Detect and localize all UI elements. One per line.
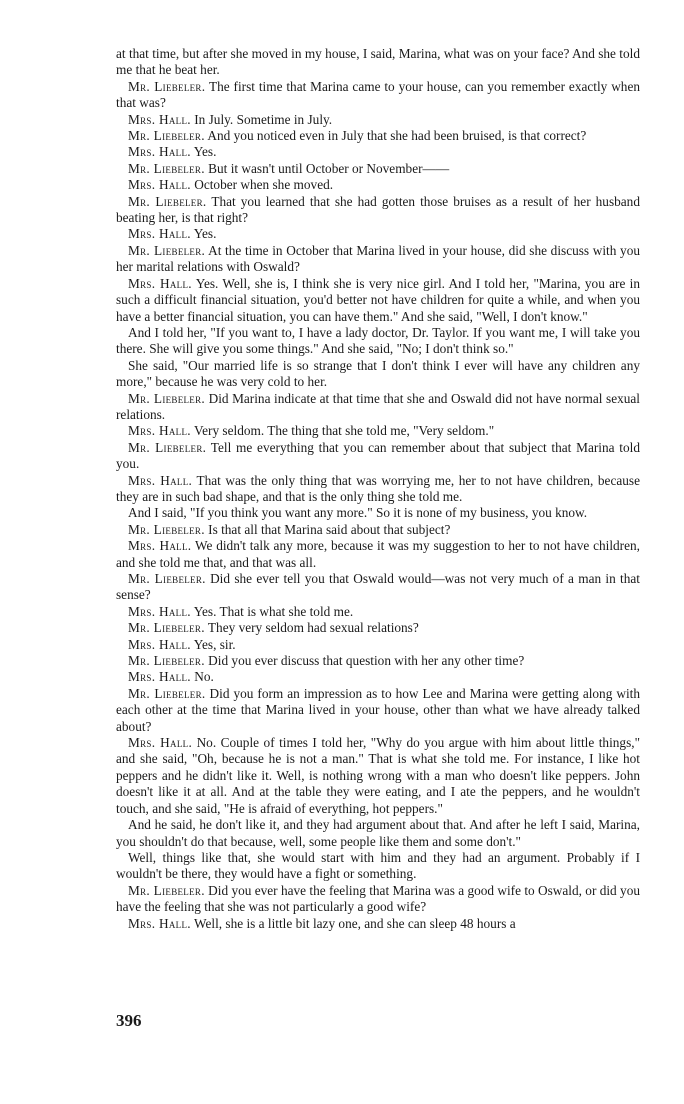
paragraph: Mrs. Hall. Yes. Well, she is, I think she is very nice girl. And I told her, "Marina, you are in such a difficult financial situation, you'd better not have children for quite a while, and when you have a better financial situation, you can have them." And she said, "Well, I don't know."	[116, 275, 641, 324]
speaker-label: Mr. Liebeler.	[128, 685, 206, 701]
speaker-label: Mr. Liebeler.	[128, 571, 206, 586]
paragraph: Mr. Liebeler. Did she ever tell you that Oswald would—was not very much of a man in that sense?	[116, 571, 640, 603]
speaker-label: Mrs. Hall.	[128, 915, 191, 931]
paragraph: And I told her, "If you want to, I have a lady doctor, Dr. Taylor. If you want me, I will take you there. She will give you some things." And she said, "No; I don't think so."	[116, 324, 640, 357]
speaker-label: Mr. Liebeler.	[128, 78, 206, 94]
speaker-label: Mrs. Hall.	[128, 603, 191, 619]
paragraph: at that time, but after she moved in my house, I said, Marina, what was on your face? And she told me that he beat her.	[116, 46, 640, 78]
speaker-label: Mr. Liebeler.	[128, 439, 207, 455]
speaker-label: Mr. Liebeler.	[128, 620, 205, 636]
paragraph: Mrs. Hall. That was the only thing that was worrying me, her to not have children, because they are in such bad shape, and that is the only thing she told me.	[116, 472, 640, 504]
paragraph: Mrs. Hall. October when she moved.	[128, 177, 334, 193]
paragraph: Mrs. Hall. No.	[128, 669, 214, 685]
speaker-label: Mr. Liebeler.	[128, 653, 205, 669]
page-number: 396	[116, 1011, 142, 1030]
speaker-label: Mrs. Hall.	[128, 472, 193, 488]
speaker-label: Mr. Liebeler.	[128, 242, 206, 258]
speaker-label: Mrs. Hall.	[128, 636, 191, 652]
paragraph: Mrs. Hall. Yes. That is what she told me.	[128, 603, 354, 619]
paragraph: Mrs. Hall. Yes.	[128, 144, 217, 160]
paragraph: Mr. Liebeler. They very seldom had sexual relations?	[128, 620, 419, 636]
paragraph: She said, "Our married life is so strange that I don't think I ever will have any children any more," because he was very cold to her.	[116, 357, 640, 390]
paragraph: Mrs. Hall. Yes.	[128, 226, 217, 242]
speaker-label: Mrs. Hall.	[128, 275, 192, 291]
speaker-label: Mr. Liebeler.	[128, 882, 205, 898]
paragraph: Mrs. Hall. Yes, sir.	[128, 636, 236, 652]
speaker-label: Mrs. Hall.	[128, 144, 191, 160]
paragraph: Mr. Liebeler. And you noticed even in July that she had been bruised, is that correct?	[128, 128, 587, 144]
paragraph: And he said, he don't like it, and they had argument about that. And after he left I said, Marina, you shouldn't do that because, well, some people like them and some don't."	[116, 817, 640, 849]
paragraph: Mr. Liebeler. Did you ever discuss that question with her any other time?	[128, 653, 525, 669]
speaker-label: Mr. Liebeler.	[128, 160, 205, 176]
paragraph: Mr. Liebeler. At the time in October that Marina lived in your house, did she discuss with you her marital relations with Oswald?	[116, 242, 640, 275]
speaker-label: Mrs. Hall.	[128, 226, 191, 242]
paragraph: Mr. Liebeler. Is that all that Marina said about that subject?	[128, 521, 451, 537]
speaker-label: Mrs. Hall.	[128, 423, 191, 439]
paragraph: Mrs. Hall. No. Couple of times I told her, "Why do you argue with him about little things," and she said, "Oh, because he is not a man." That is what she told me. For instance, I like hot peppers and he didn't like it. Well, is nothing wrong with a man who doesn't like peppers. John doesn't like it at all. And at the table they were eating, and I ate the peppers, and he wouldn't touch, and she said, "He is afraid of everything, hot peppers."	[116, 735, 640, 816]
paragraph: Mrs. Hall. Well, she is a little bit lazy one, and she can sleep 48 hours a	[128, 915, 516, 931]
speaker-label: Mrs. Hall.	[128, 669, 191, 685]
paragraph: And I said, "If you think you want any more." So it is none of my business, you know.	[128, 505, 588, 521]
paragraph: Mr. Liebeler. Did you form an impression as to how Lee and Marina were getting along with each other at the time that Marina lived in your house, other than what we have already talked about?	[116, 685, 640, 734]
document-body	[116, 46, 640, 932]
speaker-label: Mrs. Hall.	[128, 735, 193, 751]
speaker-label: Mr. Liebeler.	[128, 521, 205, 537]
speaker-label: Mrs. Hall.	[128, 538, 192, 554]
paragraph: Well, things like that, she would start with him and they had an argument. Probably if I wouldn't be there, they would have a fight or something.	[116, 849, 640, 882]
paragraph: Mr. Liebeler. Tell me everything that you can remember about that subject that Marina told you.	[116, 439, 640, 472]
paragraph: Mr. Liebeler. The first time that Marina came to your house, can you remember exactly when that was?	[116, 78, 640, 111]
speaker-label: Mr. Liebeler.	[128, 193, 207, 209]
speaker-label: Mrs. Hall.	[128, 177, 191, 193]
paragraph: Mrs. Hall. In July. Sometime in July.	[128, 111, 333, 127]
paragraph: Mrs. Hall. We didn't talk any more, because it was my suggestion to her to not have children, and she told me that, and that was all.	[116, 538, 640, 570]
speaker-label: Mr. Liebeler.	[128, 390, 206, 406]
paragraph: Mrs. Hall. Very seldom. The thing that she told me, "Very seldom."	[128, 423, 495, 439]
paragraph: Mr. Liebeler. That you learned that she had gotten those bruises as a result of her husband beating her, is that right?	[116, 193, 640, 226]
speaker-label: Mr. Liebeler.	[128, 128, 205, 144]
speaker-label: Mrs. Hall.	[128, 111, 191, 127]
paragraph: Mr. Liebeler. But it wasn't until October or November——	[128, 160, 450, 176]
paragraph: Mr. Liebeler. Did you ever have the feeling that Marina was a good wife to Oswald, or did you have the feeling that she was not particularly a good wife?	[116, 882, 640, 915]
paragraph: Mr. Liebeler. Did Marina indicate at that time that she and Oswald did not have normal sexual relations.	[116, 390, 640, 422]
